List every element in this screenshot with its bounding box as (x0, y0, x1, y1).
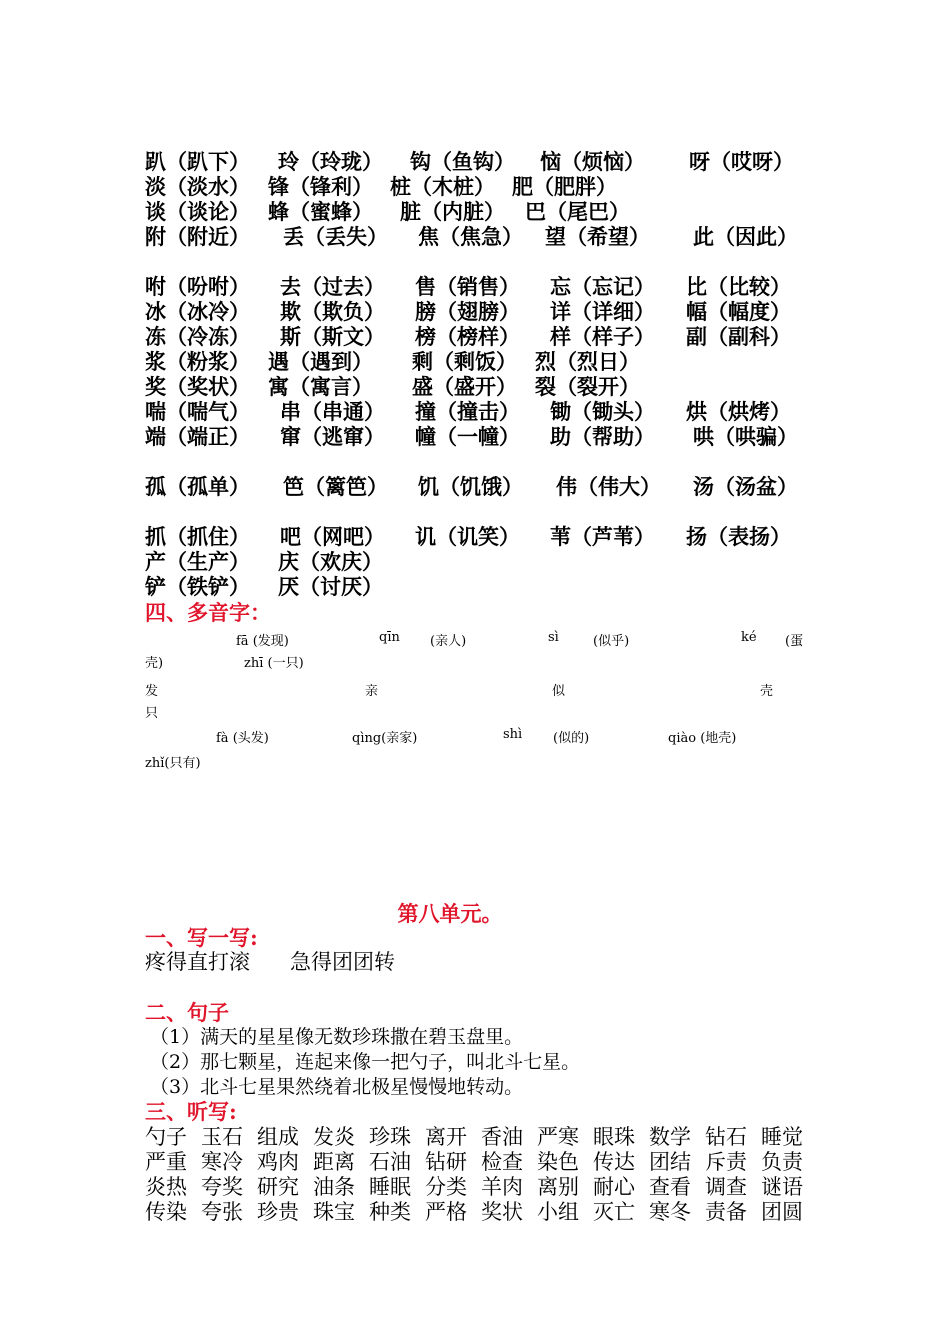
vocab-entry: 趴（趴下） (145, 149, 250, 174)
pinyin-entry: (似的) (553, 731, 590, 746)
vocab-entry: 扬（表扬） (686, 524, 791, 549)
vocab-entry: 售（销售） (415, 274, 520, 299)
vocab-entry: 附（附近） (145, 224, 250, 249)
pinyin-entry: shì (503, 727, 523, 742)
vocab-entry: 玲（玲珑） (278, 149, 383, 174)
vocab-entry: 丢（丢失） (283, 224, 388, 249)
dictation-word: 香油 (481, 1125, 523, 1149)
pinyin-entry: (蛋 (785, 634, 804, 649)
vocab-entry: 烈（烈日） (535, 349, 640, 374)
dictation-word: 小组 (537, 1200, 579, 1224)
vocab-entry: 铲（铁铲） (145, 574, 250, 599)
vocab-entry: 比（比较） (686, 274, 791, 299)
dictation-word: 钻石 (705, 1125, 747, 1149)
vocab-entry: 抓（抓住） (145, 524, 250, 549)
dictation-word: 夸张 (201, 1200, 243, 1224)
dictation-word: 珠宝 (313, 1200, 355, 1224)
vocab-entry: 哄（哄骗） (693, 424, 798, 449)
pinyin-entry: qiào (地壳) (668, 731, 737, 746)
pinyin-line (0, 727, 950, 745)
vocab-entry: 撞（撞击） (415, 399, 520, 424)
dictation-word: 严寒 (537, 1125, 579, 1149)
vocab-entry: 剩（剩饭） (412, 349, 517, 374)
dictation-heading: 三、听写: (145, 1099, 237, 1124)
vocab-entry: 厌（讨厌） (278, 574, 383, 599)
polyphonic-char: 似 (552, 684, 566, 699)
dictation-word: 珍贵 (257, 1200, 299, 1224)
dictation-word: 查看 (649, 1175, 691, 1199)
dictation-word: 负责 (761, 1150, 803, 1174)
vocab-entry: 饥（饥饿） (418, 474, 523, 499)
sentence: （3）北斗七星果然绕着北极星慢慢地转动。 (150, 1076, 524, 1098)
pinyin-entry: ké (741, 630, 757, 645)
vocab-entry: 脏（内脏） (400, 199, 505, 224)
vocab-entry: 串（串通） (280, 399, 385, 424)
vocab-entry: 汤（汤盆） (693, 474, 798, 499)
dictation-word: 耐心 (593, 1175, 635, 1199)
vocab-entry: 浆（粉浆） (145, 349, 250, 374)
dictation-word: 寒冬 (649, 1200, 691, 1224)
dictation-word: 奖状 (481, 1200, 523, 1224)
dictation-word: 眼珠 (593, 1125, 635, 1149)
vocab-entry: 斯（斯文） (280, 324, 385, 349)
vocab-entry: 产（生产） (145, 549, 250, 574)
vocab-entry: 焦（焦急） (418, 224, 523, 249)
vocab-entry: 笆（篱笆） (283, 474, 388, 499)
vocab-entry: 呀（哎呀） (689, 149, 794, 174)
vocab-entry: 盛（盛开） (412, 374, 517, 399)
polyphonic-char: 亲 (365, 684, 379, 699)
dictation-word: 传达 (593, 1150, 635, 1174)
write-heading: 一、写一写: (145, 925, 258, 950)
pinyin-entry: zhǐ(只有) (145, 756, 201, 771)
vocab-entry: 谈（谈论） (145, 199, 250, 224)
dictation-word: 传染 (145, 1200, 187, 1224)
dictation-row (145, 1146, 925, 1172)
dictation-word: 距离 (313, 1150, 355, 1174)
vocab-entry: 伟（伟大） (556, 474, 661, 499)
vocab-entry: 冻（冷冻） (145, 324, 250, 349)
vocab-entry: 冰（冰冷） (145, 299, 250, 324)
vocab-entry: 幢（一幢） (415, 424, 520, 449)
sentence: （1）满天的星星像无数珍珠撒在碧玉盘里。 (150, 1026, 524, 1048)
vocab-entry: 榜（榜样） (415, 324, 520, 349)
pinyin-line (0, 680, 950, 698)
pinyin-entry: (似乎) (593, 634, 630, 649)
vocab-entry: 忘（忘记） (550, 274, 655, 299)
vocab-entry: 望（希望） (545, 224, 650, 249)
dictation-word: 油条 (313, 1175, 355, 1199)
vocab-entry: 肥（肥胖） (512, 174, 617, 199)
dictation-word: 珍珠 (369, 1125, 411, 1149)
dictation-row (145, 1196, 925, 1222)
dictation-word: 团圆 (761, 1200, 803, 1224)
pinyin-entry: (亲人) (430, 634, 467, 649)
dictation-word: 勺子 (145, 1125, 187, 1149)
dictation-word: 睡眠 (369, 1175, 411, 1199)
vocab-entry: 烘（烘烤） (686, 399, 791, 424)
unit-title: 第八单元。 (397, 901, 503, 926)
write-text: 疼得直打滚 急得团团转 (145, 950, 396, 974)
dictation-word: 灭亡 (593, 1200, 635, 1224)
polyphonic-char: 只 (145, 706, 159, 721)
dictation-word: 严重 (145, 1150, 187, 1174)
vocab-entry: 桩（木桩） (390, 174, 495, 199)
polyphonic-heading: 四、多音字： (145, 600, 271, 625)
vocab-entry: 蜂（蜜蜂） (268, 199, 373, 224)
pinyin-entry: fà (头发) (216, 731, 269, 746)
vocab-entry: 去（过去） (280, 274, 385, 299)
polyphonic-char: 壳 (760, 684, 774, 699)
vocab-entry: 孤（孤单） (145, 474, 250, 499)
vocab-entry: 奖（奖状） (145, 374, 250, 399)
vocab-entry: 膀（翅膀） (415, 299, 520, 324)
dictation-row (145, 1171, 925, 1197)
vocab-entry: 样（样子） (550, 324, 655, 349)
dictation-word: 石油 (369, 1150, 411, 1174)
pinyin-entry: qìng(亲家) (352, 731, 418, 746)
vocab-entry: 巴（尾巴） (525, 199, 630, 224)
vocab-entry: 庆（欢庆） (278, 549, 383, 574)
vocab-entry: 副（副科） (686, 324, 791, 349)
vocab-entry: 窜（逃窜） (280, 424, 385, 449)
dictation-word: 离别 (537, 1175, 579, 1199)
dictation-word: 责备 (705, 1200, 747, 1224)
dictation-word: 夸奖 (201, 1175, 243, 1199)
dictation-word: 调查 (705, 1175, 747, 1199)
pinyin-line (0, 630, 950, 648)
vocab-entry: 端（端正） (145, 424, 250, 449)
pinyin-line (0, 752, 950, 770)
pinyin-line (0, 652, 950, 670)
dictation-word: 斥责 (705, 1150, 747, 1174)
pinyin-entry: fā (发现) (236, 634, 289, 649)
dictation-word: 睡觉 (761, 1125, 803, 1149)
vocab-entry: 咐（吩咐） (145, 274, 250, 299)
sentence-heading: 二、句子 (145, 1000, 229, 1025)
dictation-word: 离开 (425, 1125, 467, 1149)
sentence: （2）那七颗星，连起来像一把勺子，叫北斗七星。 (150, 1051, 581, 1073)
dictation-word: 团结 (649, 1150, 691, 1174)
vocab-entry: 恼（烦恼） (540, 149, 645, 174)
dictation-word: 寒冷 (201, 1150, 243, 1174)
vocab-entry: 讥（讥笑） (415, 524, 520, 549)
dictation-row (145, 1121, 925, 1147)
dictation-word: 种类 (369, 1200, 411, 1224)
vocab-entry: 吧（网吧） (280, 524, 385, 549)
dictation-word: 炎热 (145, 1175, 187, 1199)
dictation-word: 检查 (481, 1150, 523, 1174)
vocab-entry: 寓（寓言） (268, 374, 373, 399)
vocab-entry: 裂（裂开） (535, 374, 640, 399)
vocab-entry: 遇（遇到） (268, 349, 373, 374)
pinyin-entry: zhī (一只) (244, 656, 304, 671)
vocab-entry: 此（因此） (693, 224, 798, 249)
pinyin-entry: sì (548, 630, 559, 645)
dictation-word: 鸡肉 (257, 1150, 299, 1174)
dictation-word: 数学 (649, 1125, 691, 1149)
dictation-word: 严格 (425, 1200, 467, 1224)
dictation-word: 发炎 (313, 1125, 355, 1149)
dictation-word: 羊肉 (481, 1175, 523, 1199)
dictation-word: 分类 (425, 1175, 467, 1199)
dictation-word: 钻研 (425, 1150, 467, 1174)
dictation-word: 研究 (257, 1175, 299, 1199)
pinyin-line (0, 702, 950, 720)
dictation-word: 染色 (537, 1150, 579, 1174)
vocab-entry: 欺（欺负） (280, 299, 385, 324)
vocab-entry: 助（帮助） (550, 424, 655, 449)
vocab-entry: 锋（锋利） (268, 174, 373, 199)
pinyin-entry: 壳) (145, 656, 164, 671)
polyphonic-char: 发 (145, 684, 159, 699)
dictation-word: 谜语 (761, 1175, 803, 1199)
dictation-word: 组成 (257, 1125, 299, 1149)
vocab-entry: 幅（幅度） (686, 299, 791, 324)
pinyin-entry: qīn (379, 630, 400, 645)
vocab-entry: 淡（淡水） (145, 174, 250, 199)
vocab-entry: 苇（芦苇） (550, 524, 655, 549)
vocab-entry: 钩（鱼钩） (410, 149, 515, 174)
vocab-entry: 喘（喘气） (145, 399, 250, 424)
vocab-entry: 锄（锄头） (550, 399, 655, 424)
vocab-entry: 详（详细） (550, 299, 655, 324)
dictation-word: 玉石 (201, 1125, 243, 1149)
